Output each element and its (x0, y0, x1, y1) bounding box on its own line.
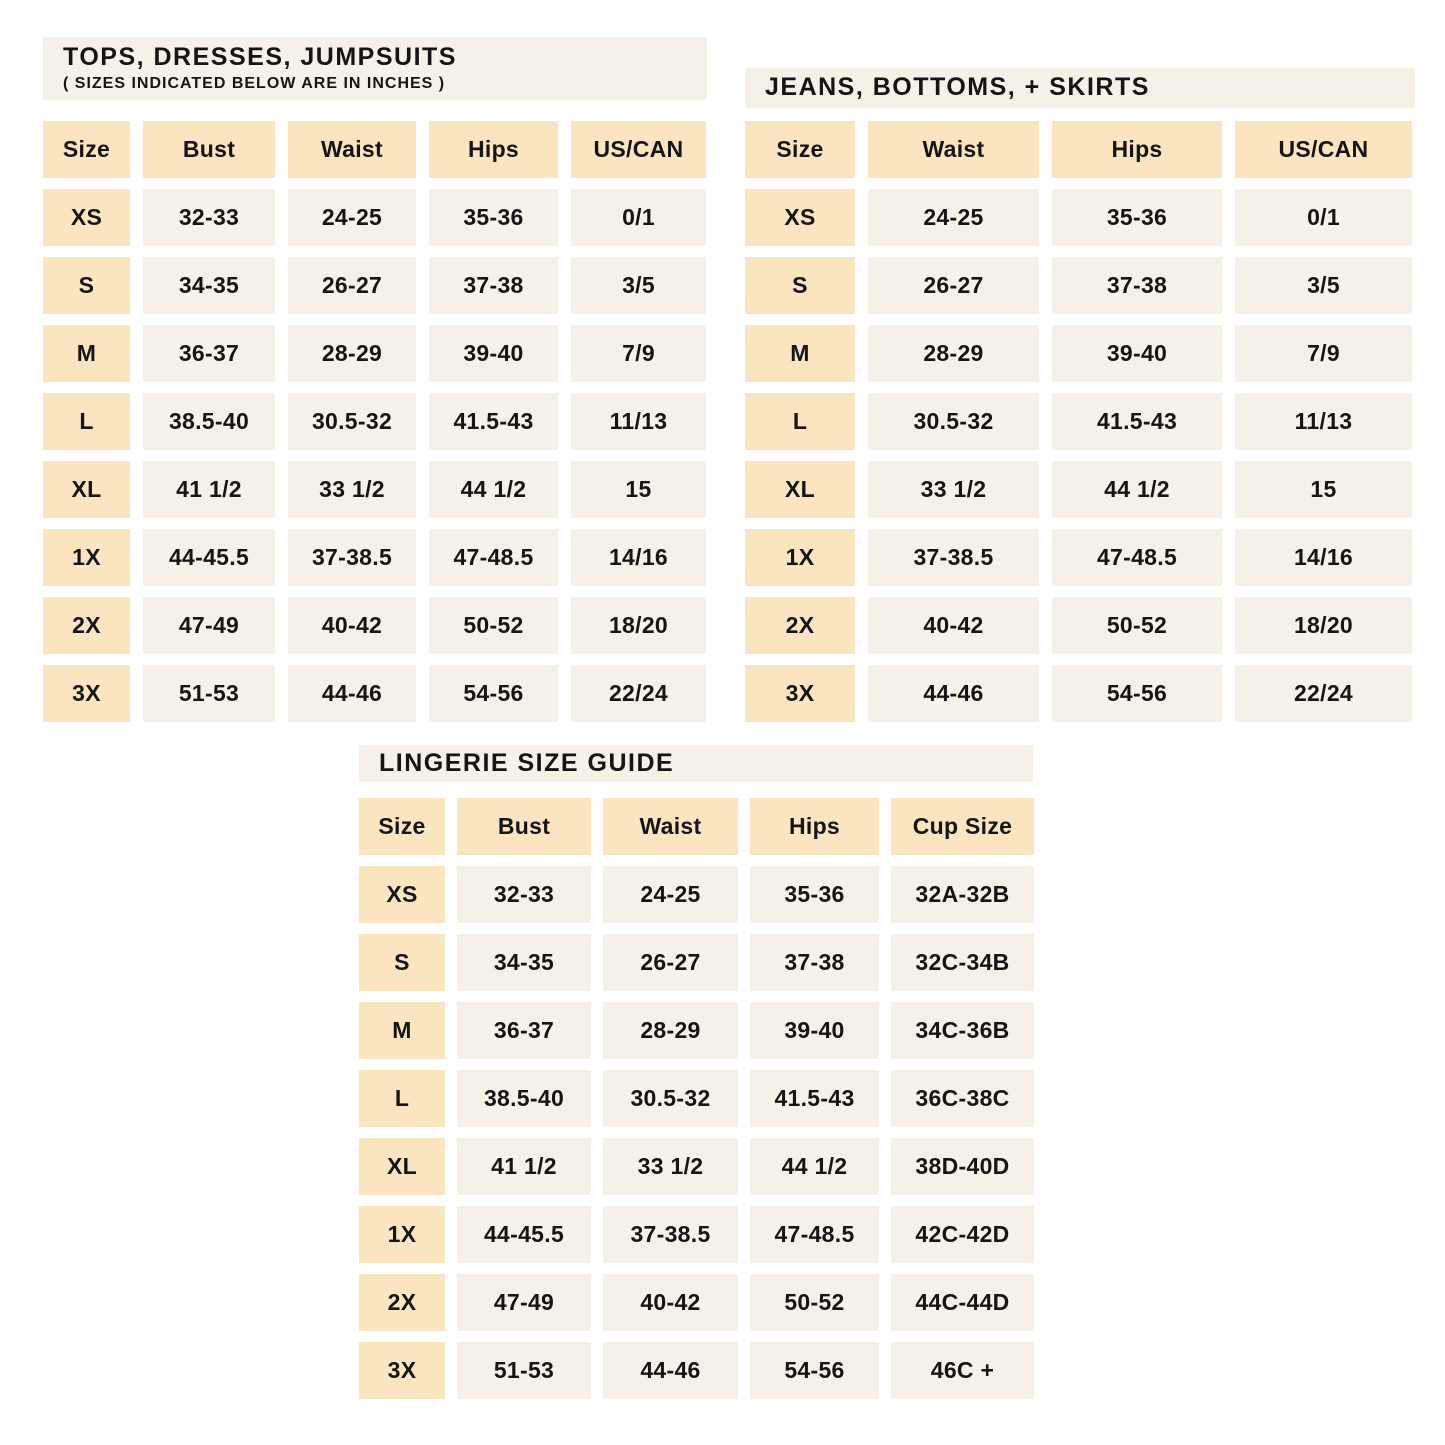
size-label-cell: 1X (745, 529, 855, 586)
size-grid (43, 121, 707, 722)
measurement-cell: 32C-34B (891, 934, 1034, 991)
table-banner (745, 68, 1415, 108)
size-label-cell: 2X (43, 597, 130, 654)
column-header-us-can: US/CAN (571, 121, 706, 178)
measurement-cell: 15 (571, 461, 706, 518)
measurement-cell: 35-36 (750, 866, 879, 923)
measurement-cell: 39-40 (1052, 325, 1222, 382)
measurement-cell: 11/13 (571, 393, 706, 450)
size-label-cell: M (359, 1002, 445, 1059)
measurement-cell: 47-48.5 (750, 1206, 879, 1263)
measurement-cell: 44-45.5 (143, 529, 275, 586)
measurement-cell: 41.5-43 (429, 393, 558, 450)
measurement-cell: 33 1/2 (288, 461, 416, 518)
size-label-cell: XS (745, 189, 855, 246)
measurement-cell: 44-46 (868, 665, 1039, 722)
table-title: JEANS, BOTTOMS, + SKIRTS (765, 73, 1150, 102)
jeans-bottoms-skirts-table (745, 68, 1415, 722)
measurement-cell: 44-46 (603, 1342, 738, 1399)
size-label-cell: L (359, 1070, 445, 1127)
size-label-cell: XL (43, 461, 130, 518)
table-title: TOPS, DRESSES, JUMPSUITS (63, 42, 457, 71)
measurement-cell: 50-52 (1052, 597, 1222, 654)
column-header-hips: Hips (1052, 121, 1222, 178)
measurement-cell: 40-42 (868, 597, 1039, 654)
measurement-cell: 18/20 (1235, 597, 1412, 654)
measurement-cell: 42C-42D (891, 1206, 1034, 1263)
measurement-cell: 44 1/2 (429, 461, 558, 518)
measurement-cell: 41.5-43 (1052, 393, 1222, 450)
measurement-cell: 26-27 (868, 257, 1039, 314)
measurement-cell: 41.5-43 (750, 1070, 879, 1127)
column-header-us-can: US/CAN (1235, 121, 1412, 178)
measurement-cell: 38.5-40 (143, 393, 275, 450)
size-label-cell: M (43, 325, 130, 382)
column-header-hips: Hips (429, 121, 558, 178)
measurement-cell: 35-36 (1052, 189, 1222, 246)
measurement-cell: 51-53 (457, 1342, 591, 1399)
measurement-cell: 24-25 (868, 189, 1039, 246)
measurement-cell: 30.5-32 (288, 393, 416, 450)
size-label-cell: XL (359, 1138, 445, 1195)
size-label-cell: L (43, 393, 130, 450)
table-title: LINGERIE SIZE GUIDE (379, 748, 675, 777)
measurement-cell: 37-38 (750, 934, 879, 991)
measurement-cell: 22/24 (571, 665, 706, 722)
column-header-cup-size: Cup Size (891, 798, 1034, 855)
measurement-cell: 47-49 (143, 597, 275, 654)
measurement-cell: 3/5 (571, 257, 706, 314)
measurement-cell: 44 1/2 (750, 1138, 879, 1195)
size-label-cell: 3X (745, 665, 855, 722)
measurement-cell: 44-46 (288, 665, 416, 722)
column-header-size: Size (43, 121, 130, 178)
size-label-cell: S (745, 257, 855, 314)
measurement-cell: 24-25 (288, 189, 416, 246)
measurement-cell: 0/1 (1235, 189, 1412, 246)
measurement-cell: 32-33 (457, 866, 591, 923)
column-header-bust: Bust (457, 798, 591, 855)
measurement-cell: 50-52 (750, 1274, 879, 1331)
measurement-cell: 18/20 (571, 597, 706, 654)
measurement-cell: 34-35 (143, 257, 275, 314)
size-label-cell: S (359, 934, 445, 991)
measurement-cell: 34C-36B (891, 1002, 1034, 1059)
measurement-cell: 37-38.5 (288, 529, 416, 586)
measurement-cell: 28-29 (603, 1002, 738, 1059)
measurement-cell: 37-38.5 (603, 1206, 738, 1263)
measurement-cell: 44C-44D (891, 1274, 1034, 1331)
size-label-cell: 3X (359, 1342, 445, 1399)
measurement-cell: 36-37 (457, 1002, 591, 1059)
column-header-waist: Waist (288, 121, 416, 178)
measurement-cell: 44-45.5 (457, 1206, 591, 1263)
size-label-cell: XS (359, 866, 445, 923)
measurement-cell: 36C-38C (891, 1070, 1034, 1127)
measurement-cell: 32A-32B (891, 866, 1034, 923)
measurement-cell: 54-56 (429, 665, 558, 722)
measurement-cell: 30.5-32 (868, 393, 1039, 450)
measurement-cell: 11/13 (1235, 393, 1412, 450)
measurement-cell: 39-40 (429, 325, 558, 382)
measurement-cell: 35-36 (429, 189, 558, 246)
measurement-cell: 24-25 (603, 866, 738, 923)
measurement-cell: 33 1/2 (868, 461, 1039, 518)
tops-dresses-jumpsuits-table (43, 37, 707, 722)
measurement-cell: 38D-40D (891, 1138, 1034, 1195)
measurement-cell: 39-40 (750, 1002, 879, 1059)
size-label-cell: XS (43, 189, 130, 246)
measurement-cell: 47-48.5 (1052, 529, 1222, 586)
measurement-cell: 37-38.5 (868, 529, 1039, 586)
measurement-cell: 22/24 (1235, 665, 1412, 722)
column-header-waist: Waist (603, 798, 738, 855)
measurement-cell: 54-56 (750, 1342, 879, 1399)
column-header-waist: Waist (868, 121, 1039, 178)
size-label-cell: 2X (359, 1274, 445, 1331)
measurement-cell: 37-38 (429, 257, 558, 314)
measurement-cell: 30.5-32 (603, 1070, 738, 1127)
measurement-cell: 32-33 (143, 189, 275, 246)
measurement-cell: 14/16 (1235, 529, 1412, 586)
measurement-cell: 47-48.5 (429, 529, 558, 586)
size-label-cell: 2X (745, 597, 855, 654)
measurement-cell: 51-53 (143, 665, 275, 722)
table-subtitle: ( SIZES INDICATED BELOW ARE IN INCHES ) (63, 75, 446, 93)
measurement-cell: 40-42 (288, 597, 416, 654)
measurement-cell: 46C + (891, 1342, 1034, 1399)
measurement-cell: 7/9 (571, 325, 706, 382)
measurement-cell: 0/1 (571, 189, 706, 246)
measurement-cell: 47-49 (457, 1274, 591, 1331)
column-header-size: Size (359, 798, 445, 855)
measurement-cell: 7/9 (1235, 325, 1412, 382)
size-label-cell: 3X (43, 665, 130, 722)
measurement-cell: 37-38 (1052, 257, 1222, 314)
measurement-cell: 40-42 (603, 1274, 738, 1331)
measurement-cell: 28-29 (288, 325, 416, 382)
size-label-cell: 1X (43, 529, 130, 586)
measurement-cell: 41 1/2 (457, 1138, 591, 1195)
size-label-cell: L (745, 393, 855, 450)
measurement-cell: 50-52 (429, 597, 558, 654)
measurement-cell: 33 1/2 (603, 1138, 738, 1195)
column-header-size: Size (745, 121, 855, 178)
size-label-cell: 1X (359, 1206, 445, 1263)
measurement-cell: 44 1/2 (1052, 461, 1222, 518)
table-banner (43, 37, 707, 100)
measurement-cell: 15 (1235, 461, 1412, 518)
measurement-cell: 38.5-40 (457, 1070, 591, 1127)
column-header-hips: Hips (750, 798, 879, 855)
lingerie-size-guide-table (359, 745, 1033, 1399)
measurement-cell: 34-35 (457, 934, 591, 991)
measurement-cell: 14/16 (571, 529, 706, 586)
size-label-cell: XL (745, 461, 855, 518)
measurement-cell: 28-29 (868, 325, 1039, 382)
measurement-cell: 26-27 (288, 257, 416, 314)
table-banner (359, 745, 1033, 782)
measurement-cell: 26-27 (603, 934, 738, 991)
size-label-cell: S (43, 257, 130, 314)
size-label-cell: M (745, 325, 855, 382)
measurement-cell: 54-56 (1052, 665, 1222, 722)
measurement-cell: 41 1/2 (143, 461, 275, 518)
size-grid (359, 798, 1033, 1399)
column-header-bust: Bust (143, 121, 275, 178)
measurement-cell: 36-37 (143, 325, 275, 382)
measurement-cell: 3/5 (1235, 257, 1412, 314)
size-grid (745, 121, 1415, 722)
